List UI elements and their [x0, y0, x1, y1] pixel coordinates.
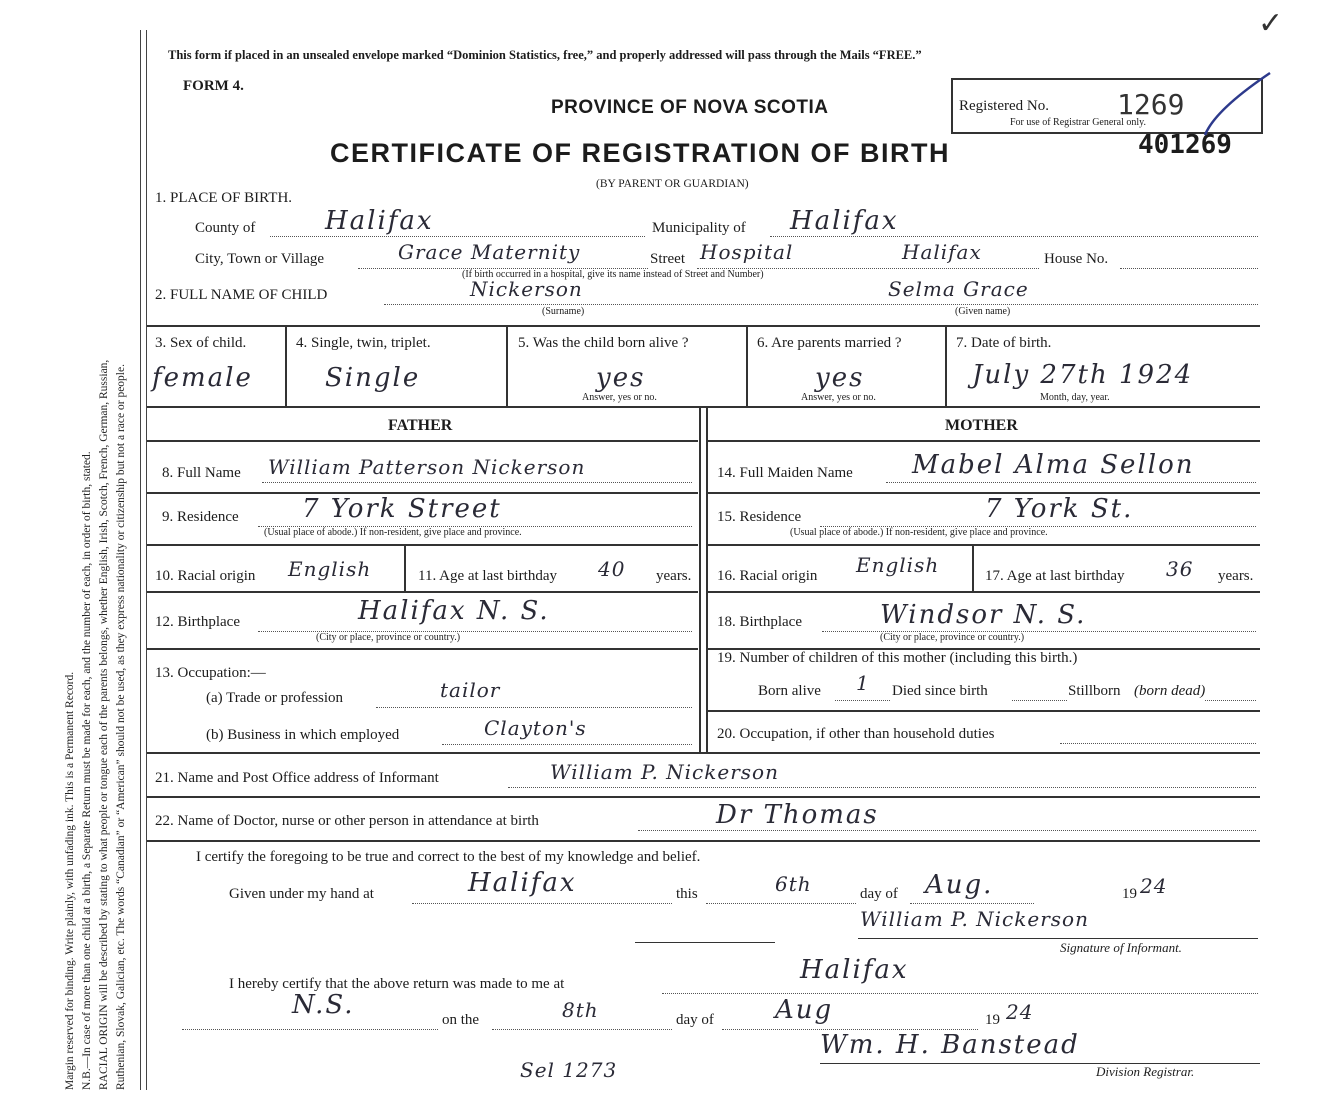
father-heading: FATHER	[388, 417, 453, 434]
mother-heading: MOTHER	[945, 417, 1018, 434]
document-title: CERTIFICATE OF REGISTRATION OF BIRTH	[330, 138, 950, 168]
county-label: County of	[195, 220, 256, 236]
place-of-birth-heading: 1. PLACE OF BIRTH.	[155, 190, 293, 206]
father-name-value: William Patterson Nickerson	[268, 455, 586, 479]
born-alive-count-value: 1	[856, 671, 870, 695]
father-birthplace-value: Halifax N. S.	[358, 596, 550, 626]
trade-label: (a) Trade or profession	[206, 690, 344, 706]
date-of-birth-caption: Month, day, year.	[1040, 392, 1110, 403]
father-racial-value: English	[288, 557, 372, 581]
mother-racial-label: 16. Racial origin	[717, 568, 818, 584]
hospital-value: Grace Maternity	[398, 240, 581, 264]
child-given-value: Selma Grace	[888, 277, 1029, 301]
mother-age-value: 36	[1166, 557, 1194, 581]
date-of-birth-label: 7. Date of birth.	[956, 335, 1052, 351]
division-registrar-caption: Division Registrar.	[1096, 1064, 1195, 1079]
trade-value: tailor	[440, 678, 501, 702]
father-birthplace-caption: (City or place, province or country.)	[316, 632, 461, 643]
document-subtitle: (BY PARENT OR GUARDIAN)	[596, 178, 749, 190]
mother-birthplace-value: Windsor N. S.	[880, 600, 1087, 630]
father-age-suffix: years.	[656, 568, 692, 584]
mother-name-label: 14. Full Maiden Name	[717, 465, 853, 481]
business-value: Clayton's	[484, 716, 587, 740]
born-alive-count-label: Born alive	[758, 683, 821, 699]
registrar-year-value: 24	[1006, 1000, 1034, 1024]
given-month-value: Aug.	[925, 870, 994, 900]
side-note-1: Margin reserved for binding. Write plainly, with unfading ink. This is a Permanent Record.	[64, 671, 76, 1090]
born-alive-caption: Answer, yes or no.	[582, 392, 657, 403]
father-birthplace-label: 12. Birthplace	[155, 614, 240, 630]
born-alive-label: 5. Was the child born alive ?	[518, 335, 689, 351]
attendant-value: Dr Thomas	[716, 800, 879, 830]
given-year-prefix: 19	[1122, 886, 1137, 902]
given-caption: (Given name)	[955, 306, 1011, 317]
surname-caption: (Surname)	[542, 306, 585, 317]
registrar-note: For use of Registrar General only.	[1010, 117, 1146, 128]
father-occupation-label: 13. Occupation:—	[155, 665, 266, 681]
registrar-on-the-label: on the	[442, 1012, 480, 1028]
given-under-hand-label: Given under my hand at	[229, 886, 374, 902]
mother-racial-value: English	[856, 553, 940, 577]
margin-rule	[140, 30, 141, 1090]
business-label: (b) Business in which employed	[206, 727, 400, 743]
father-residence-caption: (Usual place of abode.) If non-resident, give place and province.	[264, 527, 522, 538]
given-year-value: 24	[1140, 874, 1168, 898]
sex-value: female	[152, 363, 253, 393]
mother-age-suffix: years.	[1218, 568, 1254, 584]
province-title: PROVINCE OF NOVA SCOTIA	[551, 97, 829, 118]
father-residence-value: 7 York Street	[302, 494, 502, 524]
given-day-of-label: day of	[860, 886, 898, 902]
died-since-birth-label: Died since birth	[892, 683, 988, 699]
attendant-label: 22. Name of Doctor, nurse or other person in attendance at birth	[155, 813, 539, 829]
house-number-label: House No.	[1044, 251, 1109, 267]
born-alive-value: yes	[596, 363, 646, 393]
margin-note: Sel 1273	[520, 1058, 618, 1082]
side-note-4: Ruthenian, Slovak, Galician, etc. The words “Canadian” or “American” should not be used, as they express nationality or citizenship but not a race or people.	[115, 364, 127, 1090]
registered-number: 1269	[1117, 88, 1185, 121]
registrar-month-value: Aug	[775, 995, 834, 1025]
mother-age-label: 17. Age at last birthday	[985, 568, 1125, 584]
father-age-value: 40	[598, 557, 626, 581]
stillborn-note: (born dead)	[1134, 683, 1206, 699]
signature-of-informant-caption: Signature of Informant.	[1060, 940, 1182, 955]
father-age-label: 11. Age at last birthday	[418, 568, 557, 584]
married-caption: Answer, yes or no.	[801, 392, 876, 403]
county-value: Halifax	[325, 206, 434, 236]
mother-residence-value: 7 York St.	[985, 494, 1134, 524]
stillborn-label: Stillborn	[1068, 683, 1121, 699]
street-label: Street	[650, 251, 685, 267]
child-surname-value: Nickerson	[470, 277, 583, 301]
mother-residence-label: 15. Residence	[717, 509, 802, 525]
informant-value: William P. Nickerson	[550, 760, 779, 784]
this-label: this	[676, 886, 698, 902]
married-label: 6. Are parents married ?	[757, 335, 902, 351]
child-name-label: 2. FULL NAME OF CHILD	[155, 287, 328, 303]
city-value: Halifax	[902, 240, 982, 264]
side-note-3: RACIAL ORIGIN will be described by stating to what people or tongue each of the parents belongs, whether English, Irish, Scotch, French, German, Russian,	[98, 359, 110, 1090]
stamped-number: 401269	[1138, 130, 1232, 160]
father-name-label: 8. Full Name	[162, 465, 241, 481]
date-of-birth-value: July 27th 1924	[972, 360, 1194, 390]
side-instructions	[62, 30, 130, 1090]
informant-label: 21. Name and Post Office address of Informant	[155, 770, 439, 786]
certification-statement: I certify the foregoing to be true and correct to the best of my knowledge and belief.	[196, 849, 701, 865]
margin-rule-inner	[146, 30, 147, 1090]
mother-occupation-label: 20. Occupation, if other than household duties	[717, 726, 995, 742]
side-note-2: N.B.—In case of more than one child at a birth, a Separate Return must be made for each, and the number of each, in order of birth, stated.	[81, 451, 93, 1090]
mail-notice: This form if placed in an unsealed envelope marked “Dominion Statistics, free,” and properly addressed will pass through the Mails “FREE.”	[168, 48, 922, 62]
pen-stroke-icon	[1200, 70, 1280, 140]
mother-name-value: Mabel Alma Sellon	[912, 450, 1195, 480]
mother-birthplace-caption: (City or place, province or country.)	[880, 632, 1025, 643]
mother-birthplace-label: 18. Birthplace	[717, 614, 802, 630]
informant-signature: William P. Nickerson	[860, 907, 1089, 931]
plurality-value: Single	[325, 363, 421, 393]
given-day-value: 6th	[775, 872, 812, 896]
municipality-value: Halifax	[790, 206, 899, 236]
registrar-signature: Wm. H. Banstead	[820, 1030, 1080, 1060]
municipality-label: Municipality of	[652, 220, 746, 236]
sex-label: 3. Sex of child.	[155, 335, 247, 351]
registered-label: Registered No.	[959, 98, 1049, 114]
street-value: Hospital	[700, 240, 794, 264]
married-value: yes	[815, 363, 865, 393]
registrar-place-continued: N.S.	[292, 990, 355, 1020]
registrar-year-prefix: 19	[985, 1012, 1000, 1028]
children-count-label: 19. Number of children of this mother (including this birth.)	[717, 650, 1078, 666]
form-number: FORM 4.	[183, 78, 244, 94]
registrar-day-of-label: day of	[676, 1012, 714, 1028]
city-label: City, Town or Village	[195, 251, 325, 267]
father-racial-label: 10. Racial origin	[155, 568, 256, 584]
plurality-label: 4. Single, twin, triplet.	[296, 335, 431, 351]
mother-residence-caption: (Usual place of abode.) If non-resident, give place and province.	[790, 527, 1048, 538]
check-mark-icon: ✓	[1258, 6, 1284, 41]
registrar-day-value: 8th	[562, 998, 599, 1022]
hospital-note: (If birth occurred in a hospital, give its name instead of Street and Number)	[462, 269, 764, 280]
given-place-value: Halifax	[468, 868, 577, 898]
father-residence-label: 9. Residence	[162, 509, 239, 525]
registrar-place-value: Halifax	[800, 955, 909, 985]
registrar-statement: I hereby certify that the above return was made to me at	[229, 976, 565, 992]
